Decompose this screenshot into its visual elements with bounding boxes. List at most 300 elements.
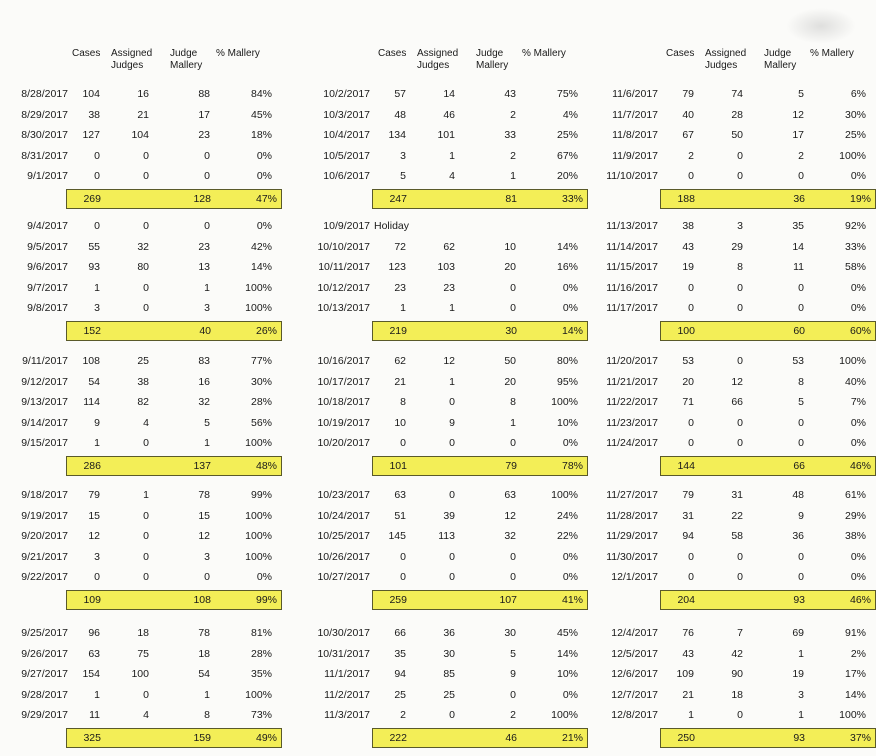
- row-date: 11/28/2017: [606, 509, 658, 522]
- weekly-total-bar: [660, 321, 876, 341]
- row-assigned: 3: [737, 220, 743, 232]
- row-date: 9/6/2017: [27, 261, 68, 274]
- row-cases: 25: [394, 688, 406, 701]
- row-cases: 0: [94, 571, 100, 584]
- row-date: 10/30/2017: [317, 627, 370, 639]
- total-pct: 46%: [849, 460, 871, 472]
- total-cases: 109: [83, 594, 101, 606]
- table-row: [290, 433, 578, 453]
- table-row: [290, 644, 578, 664]
- row-cases: 55: [88, 240, 100, 253]
- row-pct: 91%: [844, 627, 866, 639]
- row-assigned: 1: [449, 149, 455, 162]
- row-cases: 23: [394, 281, 406, 294]
- table-row: [0, 351, 288, 371]
- row-pct: 81%: [250, 627, 272, 639]
- row-assigned: 7: [737, 627, 743, 639]
- row-judge: 12: [792, 108, 804, 121]
- table-row: [0, 506, 288, 526]
- row-pct: 25%: [844, 129, 866, 142]
- row-judge: 9: [798, 509, 804, 522]
- row-judge: 0: [204, 149, 210, 162]
- row-assigned: 0: [449, 550, 455, 563]
- row-date: 12/6/2017: [611, 668, 658, 681]
- row-cases: 2: [400, 709, 406, 722]
- row-pct: 22%: [556, 530, 578, 543]
- table-row: [578, 278, 866, 298]
- row-cases: 53: [682, 355, 694, 367]
- row-judge: 88: [198, 88, 210, 100]
- row-assigned: 0: [143, 170, 149, 183]
- row-pct: 58%: [844, 261, 866, 274]
- table-row: [0, 166, 288, 186]
- row-cases: 79: [682, 88, 694, 100]
- row-judge: 1: [204, 688, 210, 701]
- row-pct: 25%: [556, 129, 578, 142]
- table-row: [290, 216, 578, 236]
- row-date: 9/15/2017: [21, 437, 68, 450]
- row-date: 9/27/2017: [21, 668, 68, 681]
- total-cases: 101: [389, 460, 407, 472]
- row-date: 11/14/2017: [606, 240, 658, 253]
- row-judge: 3: [204, 550, 210, 563]
- total-judge: 79: [505, 460, 517, 472]
- total-judge: 46: [505, 732, 517, 744]
- table-row: [290, 506, 578, 526]
- row-judge: 0: [510, 688, 516, 701]
- row-assigned: 0: [737, 170, 743, 183]
- row-cases: 66: [394, 627, 406, 639]
- row-assigned: 30: [443, 647, 455, 660]
- row-assigned: 0: [143, 550, 149, 563]
- row-assigned: 39: [443, 509, 455, 522]
- row-assigned: 38: [137, 375, 149, 388]
- row-assigned: 0: [737, 571, 743, 584]
- table-row: [578, 372, 866, 392]
- row-cases: 3: [94, 302, 100, 315]
- row-judge: 19: [792, 668, 804, 681]
- total-judge: 60: [793, 325, 805, 337]
- row-pct: 100%: [245, 302, 272, 315]
- row-cases: 104: [82, 88, 100, 100]
- row-cases: 19: [682, 261, 694, 274]
- row-assigned: 90: [731, 668, 743, 681]
- row-assigned: 74: [731, 88, 743, 100]
- row-pct: 100%: [839, 149, 866, 162]
- row-judge: 53: [792, 355, 804, 367]
- row-judge: 35: [792, 220, 804, 232]
- row-judge: 43: [504, 88, 516, 100]
- row-assigned: 25: [443, 688, 455, 701]
- row-date: 10/25/2017: [317, 530, 370, 543]
- row-date: 11/9/2017: [612, 149, 658, 162]
- table-row: [290, 298, 578, 318]
- row-pct: 0%: [256, 149, 272, 162]
- row-cases: 40: [682, 108, 694, 121]
- row-cases: 76: [682, 627, 694, 639]
- row-cases: 123: [388, 261, 406, 274]
- row-date: 9/29/2017: [21, 709, 68, 722]
- row-pct: 29%: [844, 509, 866, 522]
- row-assigned: 62: [443, 240, 455, 253]
- row-assigned: 80: [137, 261, 149, 274]
- table-row: [578, 685, 866, 705]
- row-judge: 0: [204, 571, 210, 584]
- weekly-total-bar: [66, 321, 282, 341]
- row-assigned: 0: [737, 281, 743, 294]
- row-date: 11/6/2017: [612, 88, 658, 100]
- row-pct: 75%: [556, 88, 578, 100]
- row-judge: 8: [204, 709, 210, 722]
- row-pct: 99%: [250, 489, 272, 501]
- row-assigned: 85: [443, 668, 455, 681]
- row-date: 10/18/2017: [317, 396, 370, 409]
- total-pct: 37%: [849, 732, 871, 744]
- row-pct: 100%: [551, 489, 578, 501]
- row-cases: 2: [688, 149, 694, 162]
- row-cases: 0: [688, 281, 694, 294]
- row-judge: 8: [798, 375, 804, 388]
- row-cases: 63: [394, 489, 406, 501]
- total-judge: 128: [193, 193, 211, 205]
- row-cases: 43: [682, 240, 694, 253]
- row-cases: 93: [88, 261, 100, 274]
- header-pct-mallery: % Mallery: [522, 48, 566, 59]
- row-cases: 72: [394, 240, 406, 253]
- table-row: [0, 485, 288, 505]
- row-pct: 4%: [562, 108, 578, 121]
- header-pct-mallery: % Mallery: [810, 48, 854, 59]
- row-assigned: 4: [143, 709, 149, 722]
- total-judge: 108: [193, 594, 211, 606]
- row-pct: 0%: [850, 281, 866, 294]
- row-judge: 23: [198, 129, 210, 142]
- table-row: [0, 547, 288, 567]
- row-pct: 77%: [250, 355, 272, 367]
- row-cases: 62: [394, 355, 406, 367]
- table-row: [0, 105, 288, 125]
- total-judge: 40: [199, 325, 211, 337]
- table-row: [578, 485, 866, 505]
- row-pct: 14%: [556, 647, 578, 660]
- row-pct: 95%: [556, 375, 578, 388]
- total-judge: 81: [505, 193, 517, 205]
- row-assigned: 32: [137, 240, 149, 253]
- row-assigned: 28: [731, 108, 743, 121]
- row-judge: 33: [504, 129, 516, 142]
- row-pct: 0%: [256, 170, 272, 183]
- row-pct: 14%: [556, 240, 578, 253]
- row-assigned: 0: [737, 550, 743, 563]
- column-headers: [578, 48, 866, 78]
- row-judge: 0: [510, 302, 516, 315]
- table-row: [290, 526, 578, 546]
- row-date: 9/13/2017: [21, 396, 68, 409]
- row-pct: 73%: [250, 709, 272, 722]
- table-row: [290, 664, 578, 684]
- row-pct: 100%: [245, 530, 272, 543]
- row-assigned: 46: [443, 108, 455, 121]
- table-row: [290, 84, 578, 104]
- total-judge: 159: [193, 732, 211, 744]
- row-assigned: 101: [437, 129, 455, 142]
- row-pct: 100%: [551, 709, 578, 722]
- total-cases: 247: [389, 193, 407, 205]
- weekly-total-bar: [66, 456, 282, 476]
- row-cases: 67: [682, 129, 694, 142]
- row-assigned: 0: [143, 302, 149, 315]
- row-judge: 5: [204, 416, 210, 429]
- row-cases: 12: [88, 530, 100, 543]
- row-date: 10/10/2017: [317, 240, 370, 253]
- row-pct: 84%: [250, 88, 272, 100]
- row-date: 10/24/2017: [317, 509, 370, 522]
- row-date: 8/30/2017: [21, 129, 68, 142]
- table-row: [290, 567, 578, 587]
- table-row: [290, 547, 578, 567]
- row-pct: 7%: [850, 396, 866, 409]
- row-pct: 0%: [850, 437, 866, 450]
- row-cases: 20: [682, 375, 694, 388]
- total-pct: 47%: [255, 193, 277, 205]
- row-cases: 1: [94, 688, 100, 701]
- row-assigned: 58: [731, 530, 743, 543]
- row-assigned: 22: [731, 509, 743, 522]
- row-assigned: 0: [143, 688, 149, 701]
- table-row: [290, 125, 578, 145]
- row-cases: 3: [400, 149, 406, 162]
- row-judge: 32: [504, 530, 516, 543]
- row-assigned: 18: [137, 627, 149, 639]
- row-assigned: 21: [137, 108, 149, 121]
- table-row: [578, 664, 866, 684]
- row-judge: 3: [204, 302, 210, 315]
- weekly-total-bar: [372, 728, 588, 748]
- row-pct: 100%: [245, 509, 272, 522]
- row-judge: 2: [510, 108, 516, 121]
- row-assigned: 0: [143, 149, 149, 162]
- row-assigned: 0: [737, 149, 743, 162]
- row-date: 10/5/2017: [323, 149, 370, 162]
- row-pct: 100%: [245, 688, 272, 701]
- row-date: 12/1/2017: [611, 571, 658, 584]
- row-assigned: 0: [449, 709, 455, 722]
- row-judge: 2: [510, 149, 516, 162]
- row-cases: 0: [400, 571, 406, 584]
- table-row: [0, 664, 288, 684]
- row-date: 9/25/2017: [21, 627, 68, 639]
- row-cases: 38: [682, 220, 694, 232]
- row-date: 10/31/2017: [317, 647, 370, 660]
- row-date: 9/11/2017: [22, 355, 68, 367]
- row-assigned: 0: [449, 396, 455, 409]
- row-cases: 0: [94, 220, 100, 232]
- row-cases: 15: [88, 509, 100, 522]
- row-judge: 50: [504, 355, 516, 367]
- row-cases: 134: [388, 129, 406, 142]
- row-assigned: 18: [731, 688, 743, 701]
- total-judge: 36: [793, 193, 805, 205]
- row-judge: 1: [798, 647, 804, 660]
- row-date: 10/6/2017: [323, 170, 370, 183]
- row-judge: 12: [504, 509, 516, 522]
- row-pct: 45%: [250, 108, 272, 121]
- row-assigned: 0: [737, 355, 743, 367]
- row-date: 10/11/2017: [318, 261, 370, 274]
- row-pct: 0%: [850, 170, 866, 183]
- total-judge: 93: [793, 594, 805, 606]
- row-date: 9/8/2017: [27, 302, 68, 315]
- row-date: 9/22/2017: [21, 571, 68, 584]
- row-judge: 69: [792, 627, 804, 639]
- row-judge: 20: [504, 375, 516, 388]
- row-assigned: 0: [449, 437, 455, 450]
- total-cases: 144: [677, 460, 695, 472]
- row-judge: 32: [198, 396, 210, 409]
- row-cases: 21: [682, 688, 694, 701]
- row-judge: 78: [198, 627, 210, 639]
- row-pct: 10%: [556, 668, 578, 681]
- total-cases: 259: [389, 594, 407, 606]
- row-assigned: 1: [143, 489, 149, 501]
- row-judge: 16: [198, 375, 210, 388]
- row-cases: 109: [676, 668, 694, 681]
- row-judge: 0: [798, 416, 804, 429]
- row-cases: 0: [688, 571, 694, 584]
- row-pct: 100%: [245, 550, 272, 563]
- row-pct: 0%: [850, 571, 866, 584]
- row-cases: 5: [400, 170, 406, 183]
- total-pct: 60%: [849, 325, 871, 337]
- row-date: 10/23/2017: [317, 489, 370, 501]
- row-cases: 114: [83, 396, 100, 409]
- row-date: 11/8/2017: [612, 129, 658, 142]
- column-headers: [290, 48, 578, 78]
- row-pct: 0%: [256, 571, 272, 584]
- table-row: [290, 685, 578, 705]
- table-row: [290, 372, 578, 392]
- row-date: 8/29/2017: [21, 108, 68, 121]
- table-row: [578, 84, 866, 104]
- table-row: [290, 392, 578, 412]
- row-date: 9/12/2017: [21, 375, 68, 388]
- row-assigned: 4: [449, 170, 455, 183]
- row-date: 9/5/2017: [27, 240, 68, 253]
- row-assigned: 4: [143, 416, 149, 429]
- row-assigned: 113: [438, 530, 455, 543]
- weekly-total-bar: [372, 189, 588, 209]
- date-column-block-1: [0, 0, 288, 756]
- date-column-block-2: [290, 0, 583, 756]
- row-note: Holiday: [374, 220, 410, 232]
- row-cases: 71: [682, 396, 694, 409]
- table-row: [578, 146, 866, 166]
- row-pct: 100%: [839, 355, 866, 367]
- row-date: 11/27/2017: [606, 489, 658, 501]
- row-date: 10/27/2017: [317, 571, 370, 584]
- row-assigned: 0: [737, 302, 743, 315]
- row-cases: 0: [400, 550, 406, 563]
- table-row: [0, 216, 288, 236]
- table-row: [578, 413, 866, 433]
- table-row: [0, 125, 288, 145]
- table-row: [578, 623, 866, 643]
- row-pct: 0%: [562, 281, 578, 294]
- row-judge: 3: [798, 688, 804, 701]
- table-row: [290, 413, 578, 433]
- row-date: 11/21/2017: [606, 375, 658, 388]
- table-row: [0, 257, 288, 277]
- row-judge: 0: [798, 302, 804, 315]
- row-pct: 0%: [562, 688, 578, 701]
- table-row: [578, 506, 866, 526]
- table-row: [578, 705, 866, 725]
- row-date: 9/1/2017: [27, 170, 68, 183]
- row-assigned: 1: [449, 375, 455, 388]
- row-judge: 14: [792, 240, 804, 253]
- row-assigned: 1: [449, 302, 455, 315]
- row-assigned: 0: [737, 416, 743, 429]
- row-cases: 35: [394, 647, 406, 660]
- row-pct: 14%: [250, 261, 272, 274]
- row-judge: 0: [204, 220, 210, 232]
- row-judge: 36: [792, 530, 804, 543]
- total-pct: 99%: [255, 594, 277, 606]
- row-assigned: 25: [137, 355, 149, 367]
- table-row: [578, 567, 866, 587]
- row-pct: 40%: [844, 375, 866, 388]
- row-assigned: 16: [137, 88, 149, 100]
- row-date: 11/2/2017: [324, 688, 370, 701]
- row-pct: 28%: [250, 396, 272, 409]
- row-judge: 0: [798, 550, 804, 563]
- row-judge: 0: [510, 437, 516, 450]
- row-judge: 12: [198, 530, 210, 543]
- total-pct: 33%: [561, 193, 583, 205]
- row-judge: 78: [198, 489, 210, 501]
- row-cases: 79: [682, 489, 694, 501]
- row-date: 8/28/2017: [21, 88, 68, 100]
- row-cases: 145: [388, 530, 406, 543]
- row-pct: 100%: [551, 396, 578, 409]
- table-row: [290, 623, 578, 643]
- total-pct: 21%: [561, 732, 583, 744]
- total-judge: 107: [499, 594, 517, 606]
- table-row: [290, 351, 578, 371]
- row-assigned: 82: [137, 396, 149, 409]
- row-date: 10/9/2017: [323, 220, 370, 232]
- total-cases: 188: [677, 193, 695, 205]
- row-pct: 30%: [250, 375, 272, 388]
- row-cases: 0: [688, 437, 694, 450]
- row-cases: 51: [394, 509, 406, 522]
- table-row: [290, 705, 578, 725]
- row-pct: 56%: [250, 416, 272, 429]
- row-assigned: 31: [731, 489, 743, 501]
- row-pct: 17%: [844, 668, 866, 681]
- total-pct: 41%: [561, 594, 583, 606]
- row-assigned: 100: [131, 668, 149, 681]
- row-date: 10/16/2017: [317, 355, 370, 367]
- row-cases: 1: [94, 281, 100, 294]
- weekly-total-bar: [372, 321, 588, 341]
- row-date: 12/7/2017: [611, 688, 658, 701]
- row-pct: 0%: [850, 302, 866, 315]
- row-date: 9/18/2017: [21, 489, 68, 501]
- row-cases: 94: [682, 530, 694, 543]
- row-pct: 0%: [850, 550, 866, 563]
- table-row: [578, 644, 866, 664]
